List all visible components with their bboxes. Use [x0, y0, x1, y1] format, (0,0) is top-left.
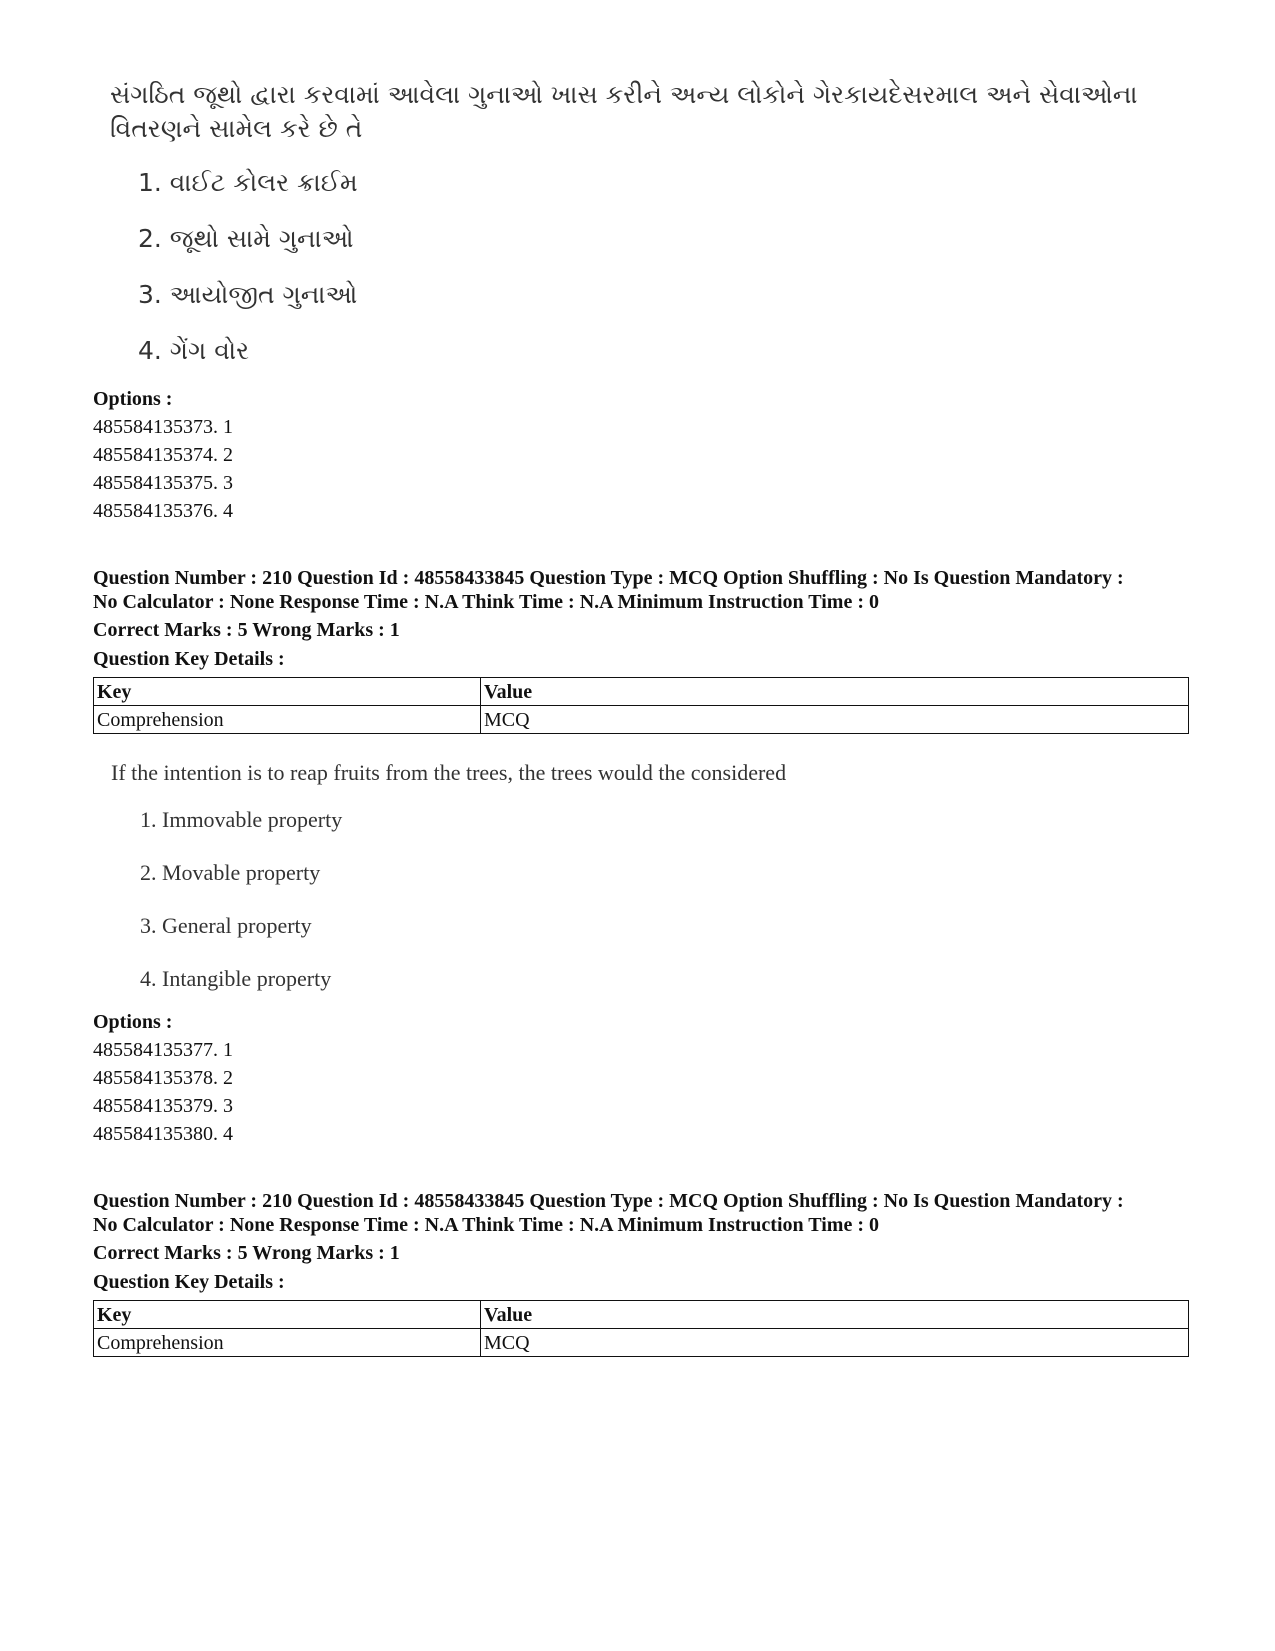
question-meta: [93, 1189, 1193, 1237]
option-line: 485584135375. 3: [93, 472, 233, 494]
choice-4: 4. ગેંગ વોર: [138, 336, 249, 365]
key-details-table: [93, 677, 1189, 734]
choice-2: 2. જૂથો સામે ગુનાઓ: [138, 224, 354, 253]
question-meta-line-1: Question Number : 210 Question Id : 48558433845 Question Type : MCQ Option Shuffling : No Is Question Mandatory :: [93, 567, 1124, 589]
table-row: [94, 706, 1189, 734]
marks-line: Correct Marks : 5 Wrong Marks : 1: [93, 619, 400, 641]
option-line: 485584135378. 2: [93, 1067, 233, 1089]
key-details-label: Question Key Details :: [93, 648, 285, 670]
question-meta: [93, 566, 1193, 614]
table-cell-value: MCQ: [481, 1329, 1189, 1357]
table-row: [94, 1329, 1189, 1357]
question-meta-line-2: No Calculator : None Response Time : N.A Think Time : N.A Minimum Instruction Time : 0: [93, 1214, 879, 1236]
table-cell-key: Comprehension: [94, 706, 481, 734]
choice-4: 4. Intangible property: [140, 966, 332, 991]
option-line: 485584135374. 2: [93, 444, 233, 466]
key-details-table: [93, 1300, 1189, 1357]
table-header-key: Key: [94, 678, 481, 706]
table-cell-key: Comprehension: [94, 1329, 481, 1357]
choice-3: 3. General property: [140, 913, 312, 938]
option-line: 485584135373. 1: [93, 416, 233, 438]
table-cell-value: MCQ: [481, 706, 1189, 734]
question-text-gujarati: સંગઠિત જૂથો દ્વારા કરવામાં આવેલા ગુનાઓ ખાસ કરીને અન્ય લોકોને ગેરકાયદેસરમાલ અને સેવાઓના વિતરણને સામેલ કરે છે તે: [110, 80, 1138, 143]
question-text-english: If the intention is to reap fruits from the trees, the trees would the considered: [111, 760, 787, 785]
marks-line: Correct Marks : 5 Wrong Marks : 1: [93, 1242, 400, 1264]
options-label: Options :: [93, 388, 173, 410]
question-meta-line-2: No Calculator : None Response Time : N.A Think Time : N.A Minimum Instruction Time : 0: [93, 591, 879, 613]
table-header-value: Value: [481, 678, 1189, 706]
key-details-label: Question Key Details :: [93, 1271, 285, 1293]
option-line: 485584135380. 4: [93, 1123, 233, 1145]
choice-3: 3. આયોજીત ગુનાઓ: [138, 280, 358, 309]
options-label: Options :: [93, 1011, 173, 1033]
table-header-row: [94, 1301, 1189, 1329]
option-line: 485584135379. 3: [93, 1095, 233, 1117]
option-line: 485584135377. 1: [93, 1039, 233, 1061]
table-header-row: [94, 678, 1189, 706]
table-header-key: Key: [94, 1301, 481, 1329]
table-header-value: Value: [481, 1301, 1189, 1329]
choice-2: 2. Movable property: [140, 860, 321, 885]
choice-1: 1. Immovable property: [140, 807, 343, 832]
question-meta-line-1: Question Number : 210 Question Id : 48558433845 Question Type : MCQ Option Shuffling : No Is Question Mandatory :: [93, 1190, 1124, 1212]
choice-1: 1. વાઈટ કોલર ક્રાઈમ: [138, 168, 358, 197]
option-line: 485584135376. 4: [93, 500, 233, 522]
